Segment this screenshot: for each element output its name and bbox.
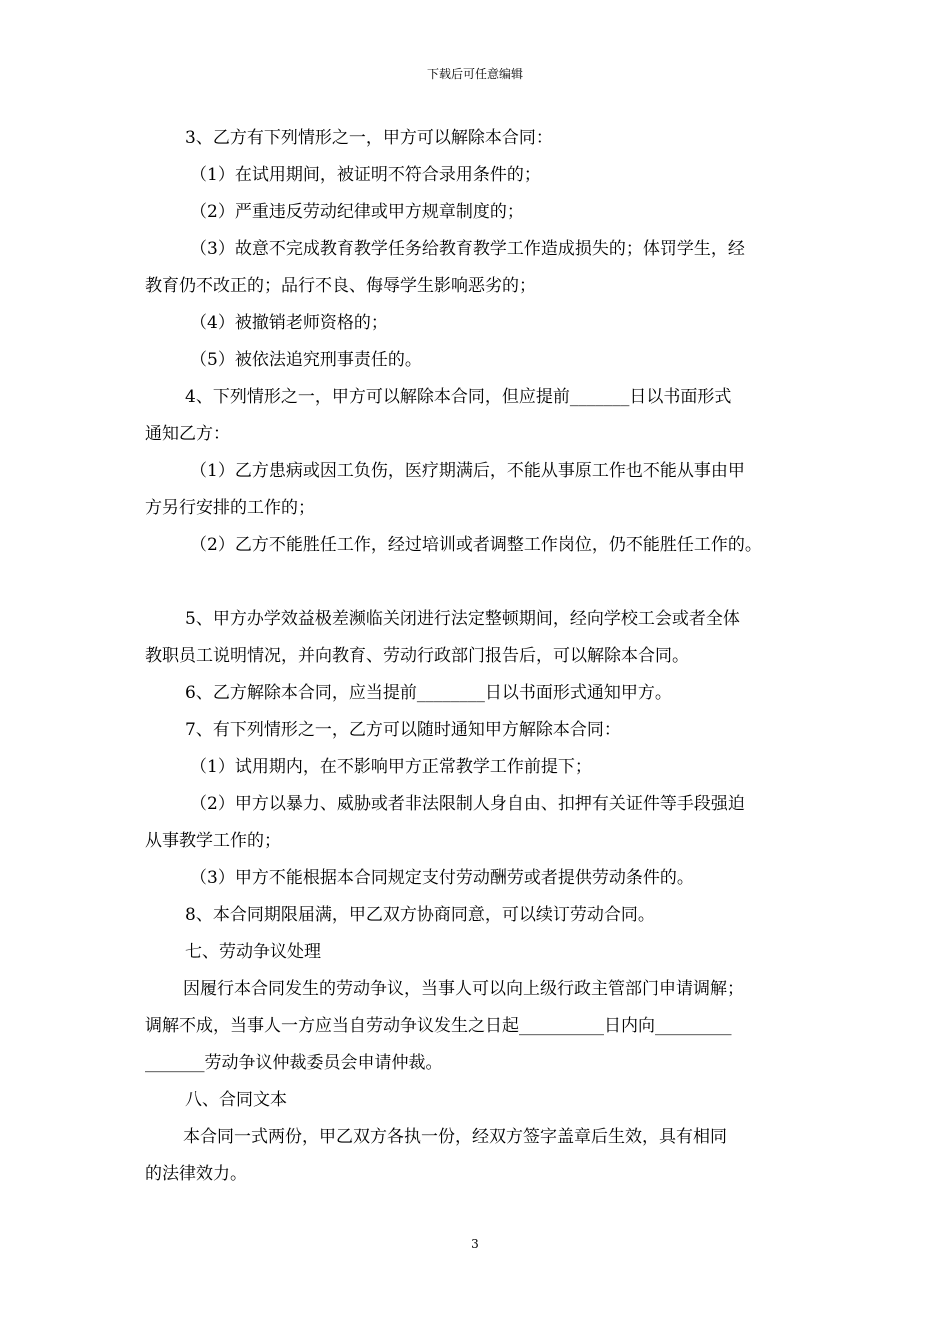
paragraph-gap <box>145 564 810 601</box>
clause-4-item-1: （1）乙方患病或因工负伤，医疗期满后，不能从事原工作也不能从事由甲 <box>190 461 745 481</box>
section-8-title: 八、合同文本 <box>185 1090 287 1110</box>
clause-3-item-4: （4）被撤销老师资格的； <box>190 313 388 333</box>
page-number: 3 <box>471 1237 479 1251</box>
clause-4-item-2: （2）乙方不能胜任工作，经过培训或者调整工作岗位，仍不能胜任工作的。 <box>190 535 762 555</box>
clause-6: 6、乙方解除本合同，应当提前________日以书面形式通知甲方。 <box>185 683 672 703</box>
clause-3-item-3: （3）故意不完成教育教学任务给教育教学工作造成损失的；体罚学生，经 <box>190 239 745 259</box>
clause-7-item-1: （1）试用期内，在不影响甲方正常教学工作前提下； <box>190 757 592 777</box>
clause-5-cont: 教职员工说明情况，并向教育、劳动行政部门报告后，可以解除本合同。 <box>145 646 689 666</box>
section-7-paragraph-cont-1: 调解不成，当事人一方应当自劳动争议发生之日起__________日内向_________ <box>145 1016 732 1036</box>
clause-7-item-2: （2）甲方以暴力、威胁或者非法限制人身自由、扣押有关证件等手段强迫 <box>190 794 745 814</box>
clause-4-item-1-cont: 方另行安排的工作的； <box>145 498 315 518</box>
section-7-paragraph-cont-2: _______劳动争议仲裁委员会申请仲裁。 <box>145 1053 443 1073</box>
clause-4-heading: 4、下列情形之一，甲方可以解除本合同，但应提前_______日以书面形式 <box>185 387 732 407</box>
document-body <box>145 120 810 1193</box>
clause-3-item-1: （1）在试用期间，被证明不符合录用条件的； <box>190 165 541 185</box>
clause-3-item-3-cont: 教育仍不改正的；品行不良、侮辱学生影响恶劣的； <box>145 276 536 296</box>
section-7-title: 七、劳动争议处理 <box>185 942 321 962</box>
clause-7-item-3: （3）甲方不能根据本合同规定支付劳动酬劳或者提供劳动条件的。 <box>190 868 694 888</box>
clause-3-heading: 3、乙方有下列情形之一，甲方可以解除本合同： <box>185 128 553 148</box>
section-7-paragraph: 因履行本合同发生的劳动争议，当事人可以向上级行政主管部门申请调解； <box>183 979 744 999</box>
clause-3-item-5: （5）被依法追究刑事责任的。 <box>190 350 422 370</box>
section-8-paragraph: 本合同一式两份，甲乙双方各执一份，经双方签字盖章后生效，具有相同 <box>183 1127 727 1147</box>
clause-5: 5、甲方办学效益极差濒临关闭进行法定整顿期间，经向学校工会或者全体 <box>185 609 740 629</box>
clause-7-heading: 7、有下列情形之一，乙方可以随时通知甲方解除本合同： <box>185 720 621 740</box>
clause-3-item-2: （2）严重违反劳动纪律或甲方规章制度的； <box>190 202 524 222</box>
clause-8: 8、本合同期限届满，甲乙双方协商同意，可以续订劳动合同。 <box>185 905 655 925</box>
clause-7-item-2-cont: 从事教学工作的； <box>145 831 281 851</box>
clause-4-heading-cont: 通知乙方： <box>145 424 230 444</box>
page-header-note: 下载后可任意编辑 <box>426 67 523 81</box>
section-8-paragraph-cont: 的法律效力。 <box>145 1164 247 1184</box>
